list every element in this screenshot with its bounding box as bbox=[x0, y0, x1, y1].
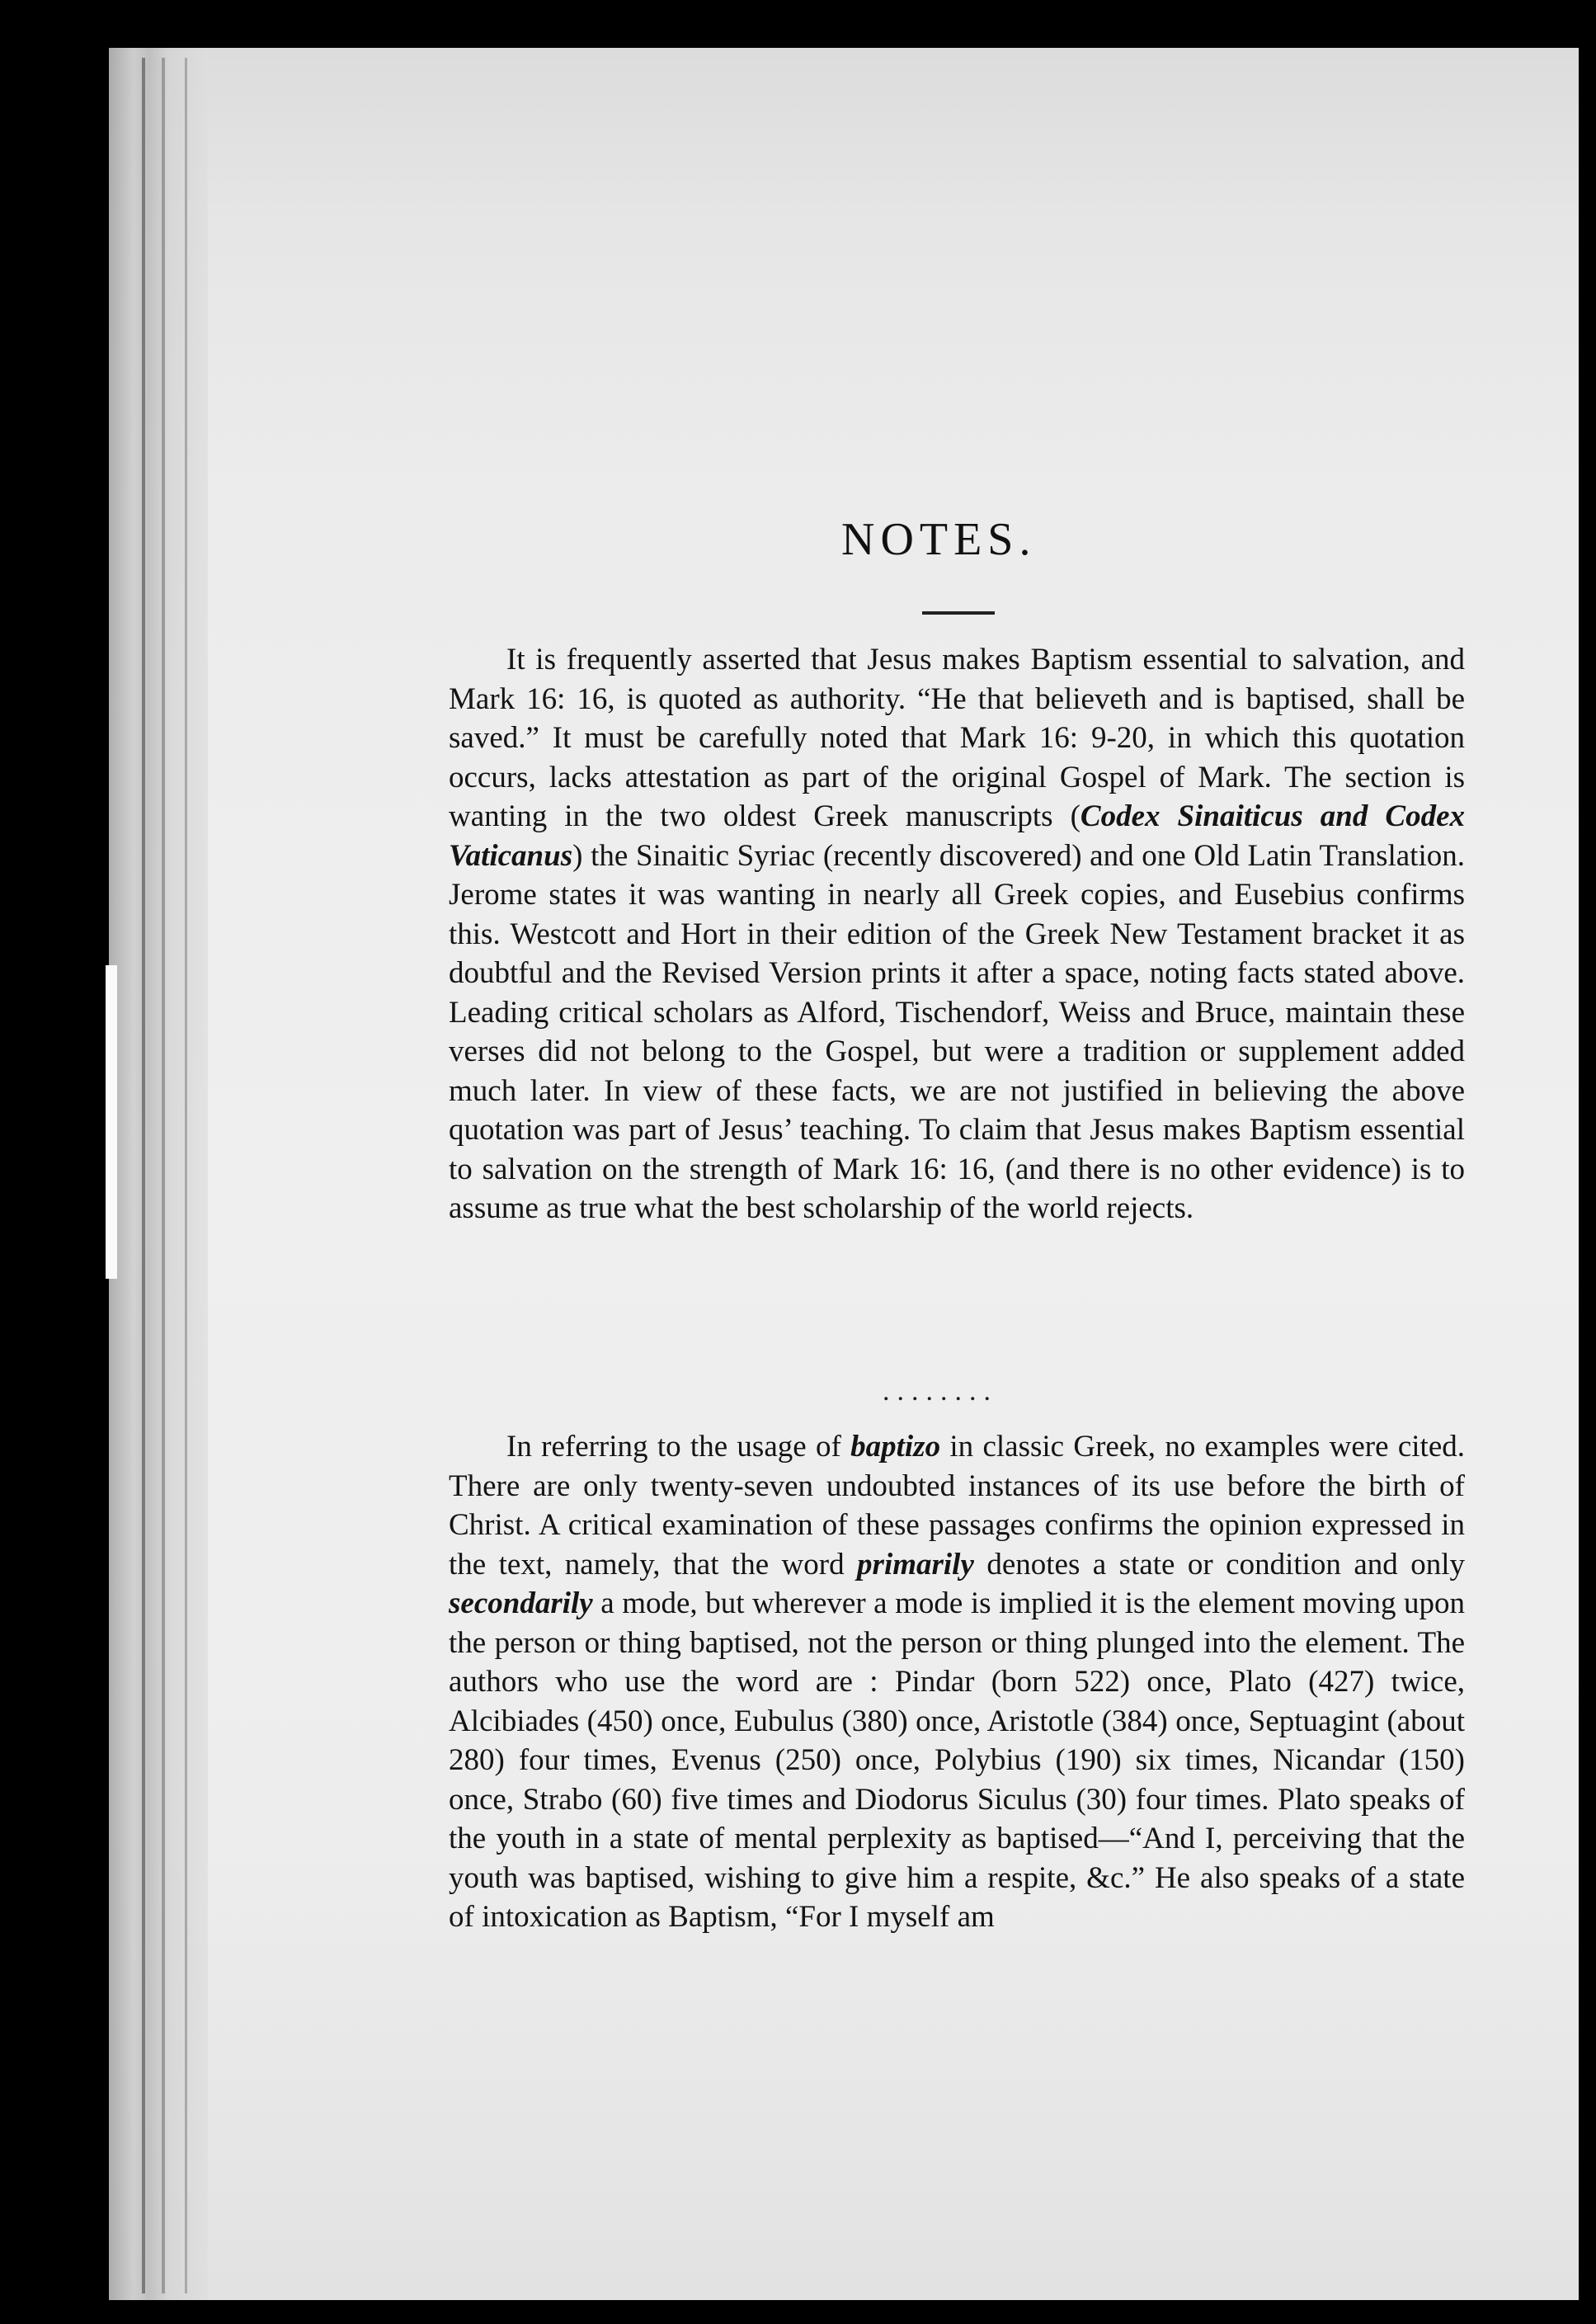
paragraph-text: It is frequently asserted that Jesus makes Baptism essential to salvation, and Mark 16: 16, is quoted as authority. “He that believeth and is baptised, shall be saved.” It must be carefully noted that Mark 16: 9-20, in which this quotation occurs, lacks attestation as part of the original Gospel of Mark. The section is wanting in the two oldest Greek manuscripts ( bbox=[449, 643, 1465, 833]
emphasis-word: primarily bbox=[857, 1547, 974, 1582]
page-gutter-shadow bbox=[109, 48, 208, 2300]
paragraph-text: denotes a state or condition and only bbox=[973, 1547, 1465, 1582]
paragraph-baptism-essential bbox=[449, 640, 1465, 1228]
paragraph-text: ) the Sinaitic Syriac (recently discovered) and one Old Latin Translation. Jerome states it was wanting in nearly all Greek copies, and Eusebius confirms this. Westcott and Hort in their edition of the Greek New Testament bracket it as doubtful and the Revised Version prints it after a space, noting facts stated above. Leading critical scholars as Alford, Tischendorf, Weiss and Bruce, maintain these verses did not belong to the Gospel, but were a tradition or supplement added much later. In view of these facts, we are not justified in believing the above quotation was part of Jesus’ teaching. To claim that Jesus makes Baptism essential to salvation on the strength of Mark 16: 16, (and there is no other evidence) is to assume as true what the best scholarship of the world rejects. bbox=[449, 838, 1465, 1225]
section-separator: ........ bbox=[883, 1376, 998, 1407]
emphasis-word: baptizo bbox=[850, 1430, 941, 1464]
paragraph-text: a mode, but wherever a mode is implied it is the element moving upon the person or thing baptised, not the person or thing plunged into the element. The authors who use the word are : Pindar (born 522) once, Plato (427) twice, Alcibiades (450) once, Eubulus (380) once, Aristotle (384) once, Septuagint (about 280) four times, Evenus (250) once, Polybius (190) six times, Nicandar (150) once, Strabo (60) five times and Diodorus Siculus (30) four times. Plato speaks of the youth in a state of mental perplexity as baptised—“And I, perceiving that the youth was baptised, wishing to give him a respite, &c.” He also speaks of a state of intoxication as Baptism, “For I myself am bbox=[449, 1586, 1465, 1934]
page-tab-mark bbox=[106, 965, 117, 1279]
page-edge-line bbox=[185, 58, 187, 2293]
page-heading: NOTES. bbox=[841, 514, 1037, 565]
page-edge-line bbox=[162, 58, 165, 2293]
emphasis-word: secondarily bbox=[449, 1586, 593, 1620]
page-edge-line bbox=[142, 58, 145, 2293]
manuscript-names: Codex Sinaiticus and Codex Vaticanus bbox=[449, 799, 1465, 873]
paragraph-text: in classic Greek, no examples were cited. There are only twenty-seven undoubted instances of its use before the birth of Christ. A critical examination of these passages confirms the opinion expressed in the text, namely, that the word bbox=[449, 1430, 1466, 1582]
heading-rule bbox=[922, 611, 995, 615]
paragraph-text: In referring to the usage of bbox=[506, 1430, 851, 1464]
paragraph-baptizo-usage bbox=[449, 1427, 1465, 1937]
